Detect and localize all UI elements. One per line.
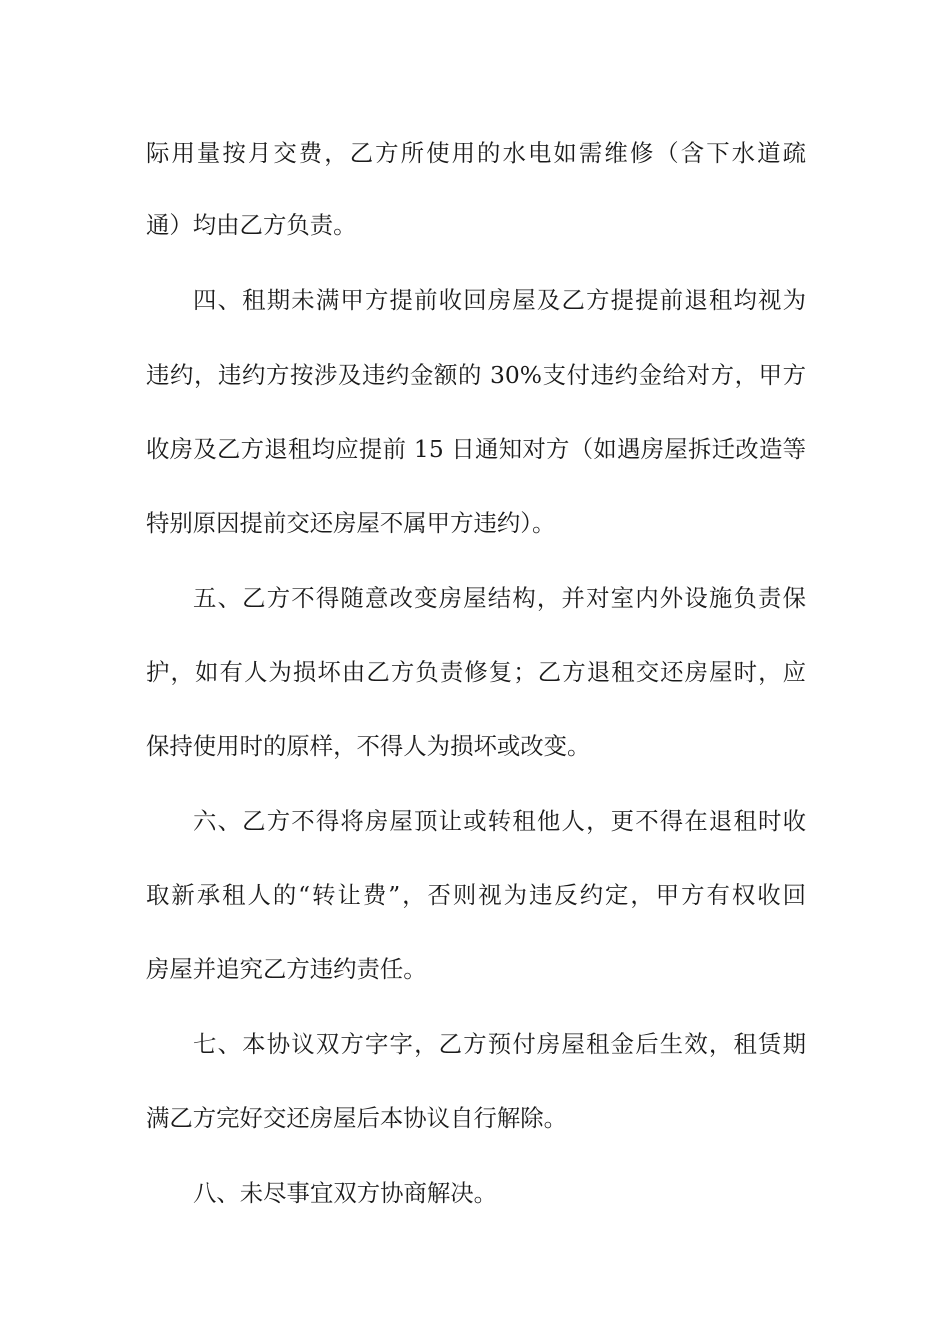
- paragraph-6-line: 六、乙方不得将房屋顶让或转租他人，更不得在退租时收: [193, 807, 806, 835]
- paragraph-5-line: 五、乙方不得随意改变房屋结构，并对室内外设施负责保: [193, 584, 806, 612]
- text-line: 特别原因提前交还房屋不属甲方违约）。: [146, 509, 556, 537]
- text-line: 护，如有人为损坏由乙方负责修复；乙方退租交还房屋时，应: [146, 658, 806, 686]
- text-line: 违约，违约方按涉及违约金额的 30%支付违约金给对方，甲方: [146, 361, 806, 389]
- text-line: 收房及乙方退租均应提前 15 日通知对方（如遇房屋拆迁改造等: [146, 435, 806, 463]
- text-line: 通）均由乙方负责。: [146, 211, 357, 239]
- paragraph-8-line: 八、未尽事宜双方协商解决。: [193, 1179, 498, 1207]
- text-line: 保持使用时的原样，不得人为损坏或改变。: [146, 732, 591, 760]
- text-line: 取新承租人的“转让费”，否则视为违反约定，甲方有权收回: [146, 881, 806, 909]
- text-line: 房屋并追究乙方违约责任。: [146, 955, 427, 983]
- text-line: 际用量按月交费，乙方所使用的水电如需维修（含下水道疏: [146, 139, 806, 167]
- text-line: 满乙方完好交还房屋后本协议自行解除。: [146, 1104, 568, 1132]
- paragraph-4-line: 四、租期未满甲方提前收回房屋及乙方提提前退租均视为: [193, 286, 806, 314]
- paragraph-7-line: 七、本协议双方字字，乙方预付房屋租金后生效，租赁期: [193, 1030, 806, 1058]
